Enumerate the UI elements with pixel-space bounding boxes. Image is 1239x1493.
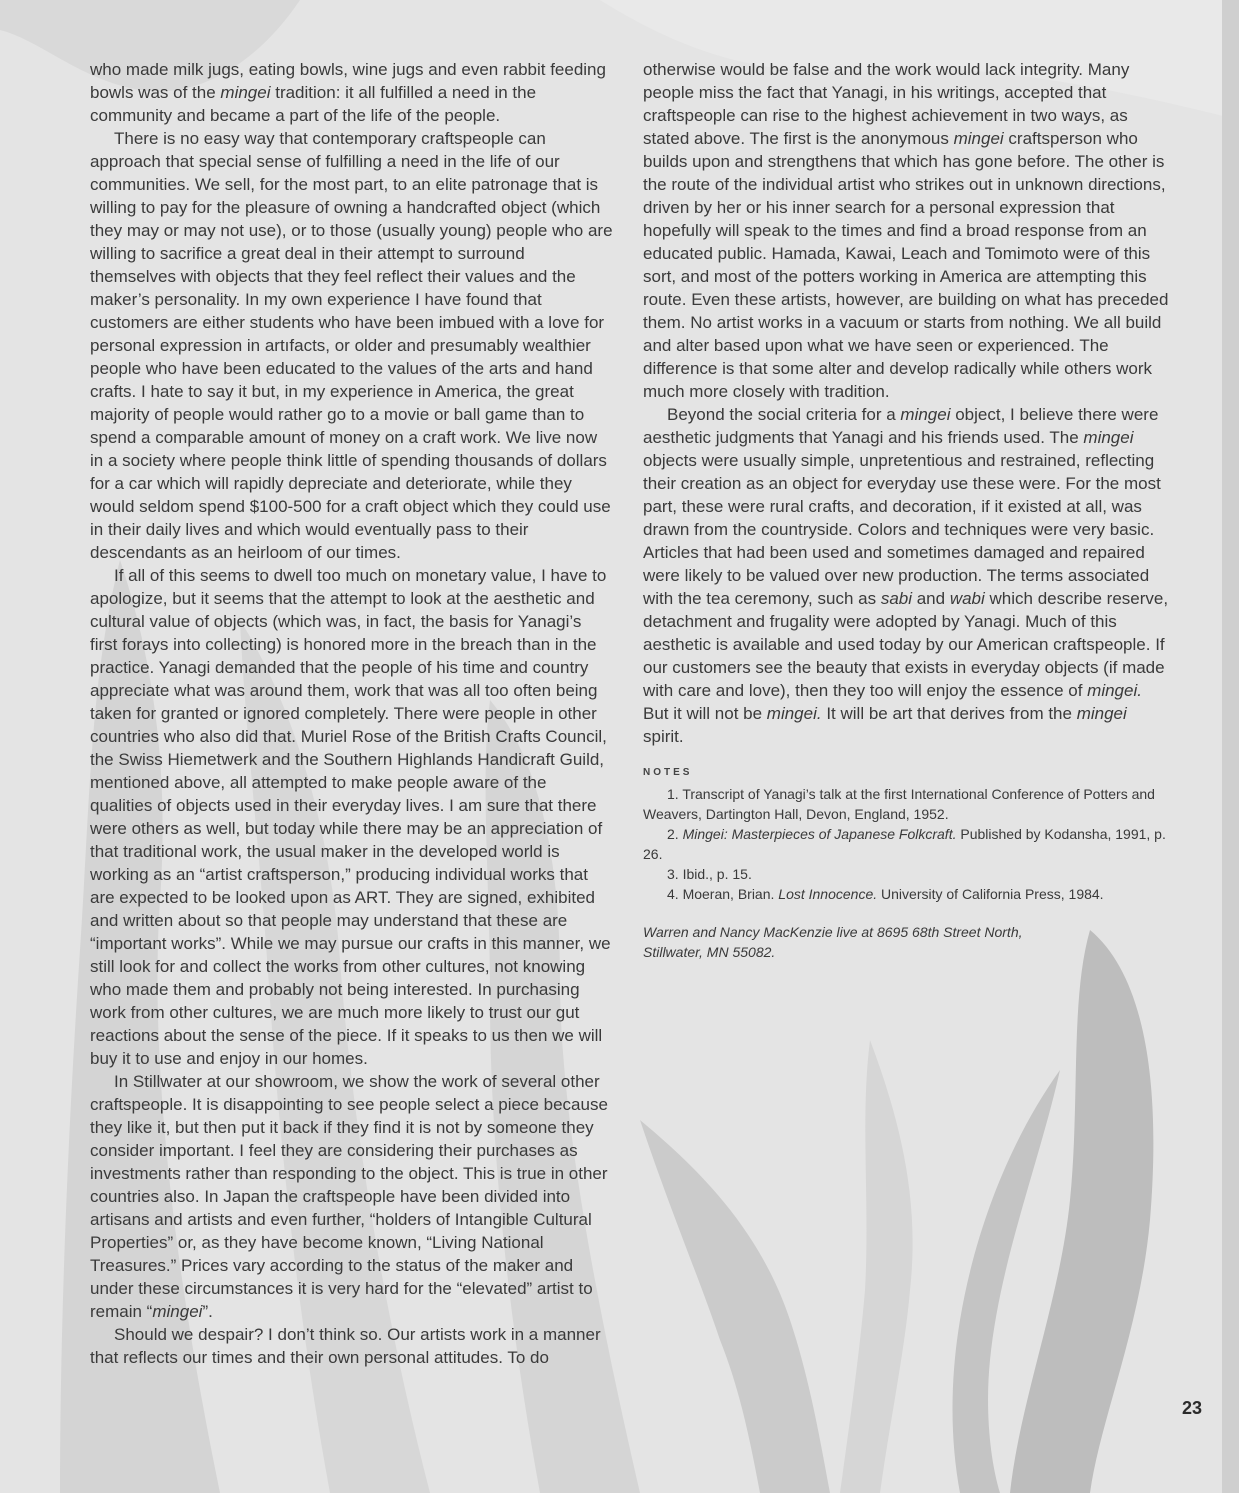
paragraph [90, 58, 613, 127]
paragraph: Should we despair? I don’t think so. Our artists work in a manner that reflects our times and their own personal attitudes. To do [90, 1325, 601, 1367]
text-run: otherwise would be false and the work would lack integrity. Many people miss the fact that Yanagi, in his writings, accepted that craftspeople can rise to the highest achievement in two ways, as stated above. The first is the anonymous [643, 60, 1130, 148]
text-run: tradition: it all fulfilled a need in the community and became a part of the life of the people. [90, 83, 537, 125]
italic-term: mingei. [766, 704, 822, 723]
text-run: It will be art that derives from the [821, 704, 1077, 723]
author-bio [643, 922, 1169, 962]
text-run: craftsperson who builds upon and strengthens that which has gone before. The other is the route of the individual artist who strikes out in unknown directions, driven by her or his inner search for a personal expression that hopefully will speak to the times and find a broad response from an educated public. Hamada, Kawai, Leach and Tomimoto were of this sort, and most of the potters working in America are attempting this route. Even these artists, however, are building on what has preceded them. No artist works in a vacuum or starts from nothing. We all build and alter based upon what we have seen or experienced. The difference is that some alter and develop radically while others work much more closely with tradition. [643, 129, 1169, 401]
text-run: objects were usually simple, unpretentious and restrained, reflecting their creation as an object for everyday use these were. For the most part, these were rural crafts, and decoration, if it existed at all, was drawn from the countryside. Colors and techniques were very basic. Articles that had been used and sometimes damaged and repaired were likely to be valued over new production. The terms associated with the tea ceremony, such as [643, 451, 1161, 608]
bio-line: Warren and Nancy MacKenzie live at 8695 68th Street North, [643, 924, 1023, 940]
italic-term: mingei [152, 1302, 203, 1321]
italic-term: mingei [220, 83, 271, 102]
paragraph [643, 403, 1169, 748]
text-run: which describe reserve, detachment and frugality were adopted by Yanagi. Much of this aesthetic is available and used today by our American craftspeople. If our customers see the beauty that exists in everyday objects (if made with care and love), then they too will enjoy the essence of [643, 589, 1169, 700]
paragraph: There is no easy way that contemporary craftspeople can approach that special sense of fulfilling a need in the life of our communities. We sell, for the most part, to an elite patronage that is willing to pay for the pleasure of owning a handcrafted object (which they may or may not use), or to those (usually young) people who are willing to sacrifice a great deal in their attempt to surround themselves with objects that they feel reflect their values and the maker’s personality. In my own experience I have found that customers are either students who have been imbued with a love for personal expression in artıfacts, or older and presumably wealthier people who have been educated to the values of the arts and hand crafts. I hate to say it but, in my experience in America, the great majority of people would rather go to a movie or ball game than to spend a comparable amount of money on a craft work. We live now in a society where people think little of spending thousands of dollars for a car which will rapidly depreciate and deteriorate, while they would seldom spend $100-500 for a craft object which they could use in their daily lives and which would eventually pass to their descendants as an heirloom of our times. [90, 129, 613, 562]
article-right-column [643, 58, 1169, 962]
paragraph: If all of this seems to dwell too much on monetary value, I have to apologize, but it seems that the attempt to look at the aesthetic and cultural value of objects (which was, in fact, the basis for Yanagi’s first forays into collecting) is honored more in the breach than in the practice. Yanagi demanded that the people of his time and country appreciate what was around them, work that was all too often being taken for granted or ignored completely. There were people in other countries who also did that. Muriel Rose of the British Crafts Council, the Swiss Hiemetwerk and the Southern Highlands Handicraft Guild, mentioned above, all attempted to make people aware of the qualities of objects used in their everyday lives. I am sure that there were others as well, but today while there may be an appreciation of that traditional work, the usual maker in the developed world is working as an “artist craftsperson,” producing individual works that are expected to be looked upon as ART. They are signed, exhibited and written about so that people may understand that these are “important works”. While we may pursue our crafts in this manner, we still look for and collect the works from other cultures, not knowing who made them and probably not being interested. In purchasing work from other cultures, we are much more likely to trust our gut reactions about the sense of the piece. If it speaks to us then we will buy it to use and enjoy in our homes. [90, 566, 611, 1068]
italic-term: mingei [1083, 428, 1134, 447]
text-run: University of California Press, 1984. [877, 886, 1104, 902]
notes-heading: NOTES [643, 767, 693, 778]
bio-line: Stillwater, MN 55082. [643, 944, 776, 960]
text-run: spirit. [643, 727, 684, 746]
text-run: and [912, 589, 950, 608]
note-item: 3. Ibid., p. 15. [667, 866, 752, 882]
text-run: 4. Moeran, Brian. [667, 886, 779, 902]
text-run: Published by Kodansha, 1991, p. 26. [643, 826, 1166, 862]
paragraph [643, 58, 1169, 403]
text-run: who made milk jugs, eating bowls, wine jugs and even rabbit feeding bowls was of the [90, 60, 606, 102]
text-run: ”. [202, 1302, 213, 1321]
italic-term: mingei [953, 129, 1004, 148]
italic-term: mingei. [1087, 681, 1142, 700]
italic-term: sabi [880, 589, 912, 608]
page-number: 23 [1182, 1398, 1203, 1418]
italic-term: mingei [1076, 704, 1127, 723]
note-item [643, 884, 1169, 904]
italic-title: Lost Innocence. [778, 886, 878, 902]
italic-term: wabi [949, 589, 985, 608]
paragraph [90, 1070, 613, 1323]
article-left-column [90, 58, 613, 1369]
notes-list [643, 784, 1169, 904]
text-run: object, I believe there were aesthetic judgments that Yanagi and his friends used. The [643, 405, 1159, 447]
text-run: 2. [667, 826, 683, 842]
italic-term: mingei [900, 405, 951, 424]
note-item [643, 824, 1169, 864]
text-run: In Stillwater at our showroom, we show the work of several other craftspeople. It is disappointing to see people select a piece because they like it, but then put it back if they find it is not by someone they consider important. I feel they are considering their purchases as investments rather than responding to the object. This is true in other countries also. In Japan the craftspeople have been divided into artisans and artists and even further, “holders of Intangible Cultural Properties” or, as they have become known, “Living National Treasures.” Prices vary according to the status of the maker and under these circumstances it is very hard for the “elevated” artist to remain “ [90, 1072, 608, 1321]
text-run: Beyond the social criteria for a [667, 405, 901, 424]
note-item: 1. Transcript of Yanagi’s talk at the first International Conference of Potters and Weavers, Dartington Hall, Devon, England, 1952. [643, 786, 1155, 822]
text-run: But it will not be [643, 704, 767, 723]
italic-title: Mingei: Masterpieces of Japanese Folkcraft. [682, 826, 957, 842]
